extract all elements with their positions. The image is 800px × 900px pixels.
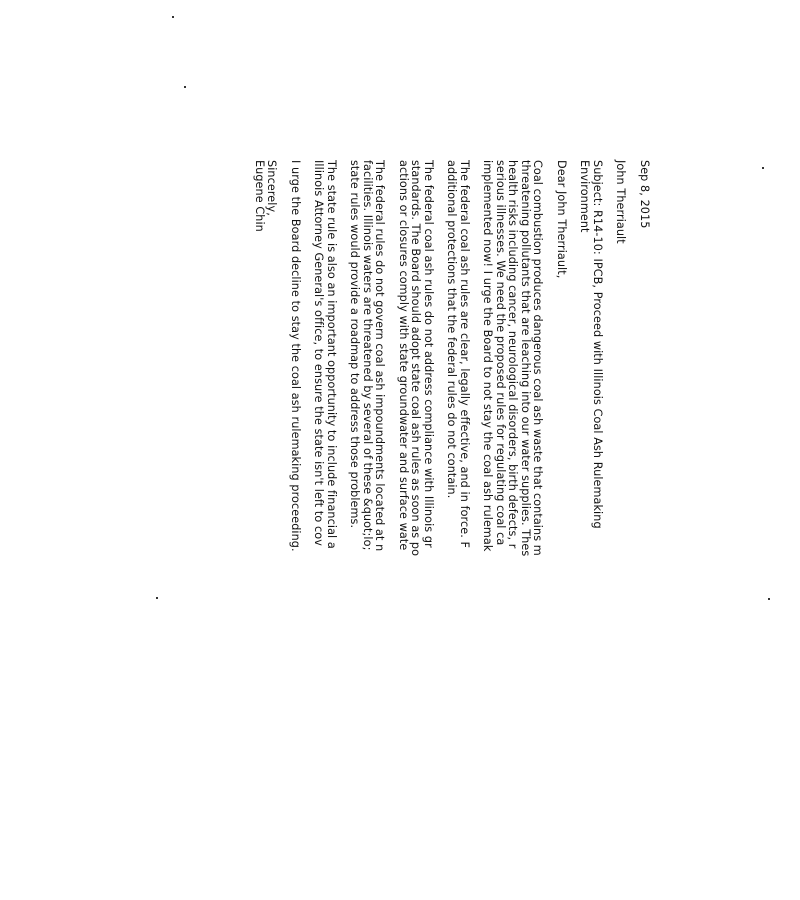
letter-date: Sep 8, 2015: [638, 160, 651, 229]
paragraph-line: standards. The Board should adopt state coal ash rules as soon as po: [409, 160, 423, 557]
paragraph-line: Coal combustion produces dangerous coal ash waste that contains m: [531, 160, 545, 556]
paragraph-urge: [289, 160, 302, 900]
paragraph-line: threatening pollutants that are leaching into our water supplies. Thes: [519, 160, 532, 557]
paragraph-line: implemented now! I urge the Board to not stay the coal ash rulemak: [481, 160, 495, 552]
paragraph-line: facilities. Illinois waters are threatened by several of these &quot;lo;: [361, 160, 374, 551]
paragraph-line: The federal rules do not govern coal ash impoundments located at n: [373, 160, 387, 552]
paragraph-line: state rules would provide a roadmap to address those problems.: [348, 160, 362, 529]
paragraph-health-risks: [481, 160, 544, 900]
paragraph-compliance: [397, 160, 435, 900]
paragraph-federal-rules: [445, 160, 470, 900]
subject-line: Subject: R14-10: IPCB, Proceed with Illinois Coal Ash Rulemaking: [591, 160, 604, 529]
paragraph-financial: [312, 160, 337, 900]
paragraph-line: serious illnesses. We need the proposed rules for regulating coal ca: [494, 160, 507, 546]
paragraph-line: The federal coal ash rules are clear, legally effective, and in force. F: [458, 160, 471, 549]
letter-salutation: Dear John Therriault,: [555, 160, 568, 279]
letter-signoff: [253, 160, 278, 900]
scan-speck: [762, 167, 764, 169]
scan-speck: [768, 598, 770, 600]
scan-speck: [184, 86, 186, 88]
paragraph-line: actions or closures comply with state groundwater and surface wate: [397, 160, 410, 551]
letter-closing: Sincerely,: [265, 160, 279, 216]
paragraph-impoundments: [348, 160, 386, 900]
scan-speck: [156, 597, 158, 599]
scan-speck: [172, 16, 174, 18]
paragraph-line: The federal coal ash rules do not address compliance with Illinois gr: [422, 160, 435, 548]
paragraph-line: Illinois Attorney General's office, to ensure the state isn't left to cov: [312, 160, 326, 546]
letter-recipient: John Therriault: [614, 160, 628, 244]
letter-signer: Eugene Chin: [253, 160, 266, 232]
rotated-letter: [242, 160, 651, 900]
paragraph-line: The state rule is also an important opportunity to include financial a: [325, 160, 338, 549]
paragraph-line: additional protections that the federal rules do not contain.: [445, 160, 459, 499]
subject-line: Environment: [578, 160, 592, 233]
letter-subject: [578, 160, 603, 900]
paragraph-line: I urge the Board decline to stay the coal ash rulemaking proceeding.: [289, 160, 302, 552]
paragraph-line: health risks including cancer, neurological disorders, birth defects, r: [506, 160, 520, 549]
